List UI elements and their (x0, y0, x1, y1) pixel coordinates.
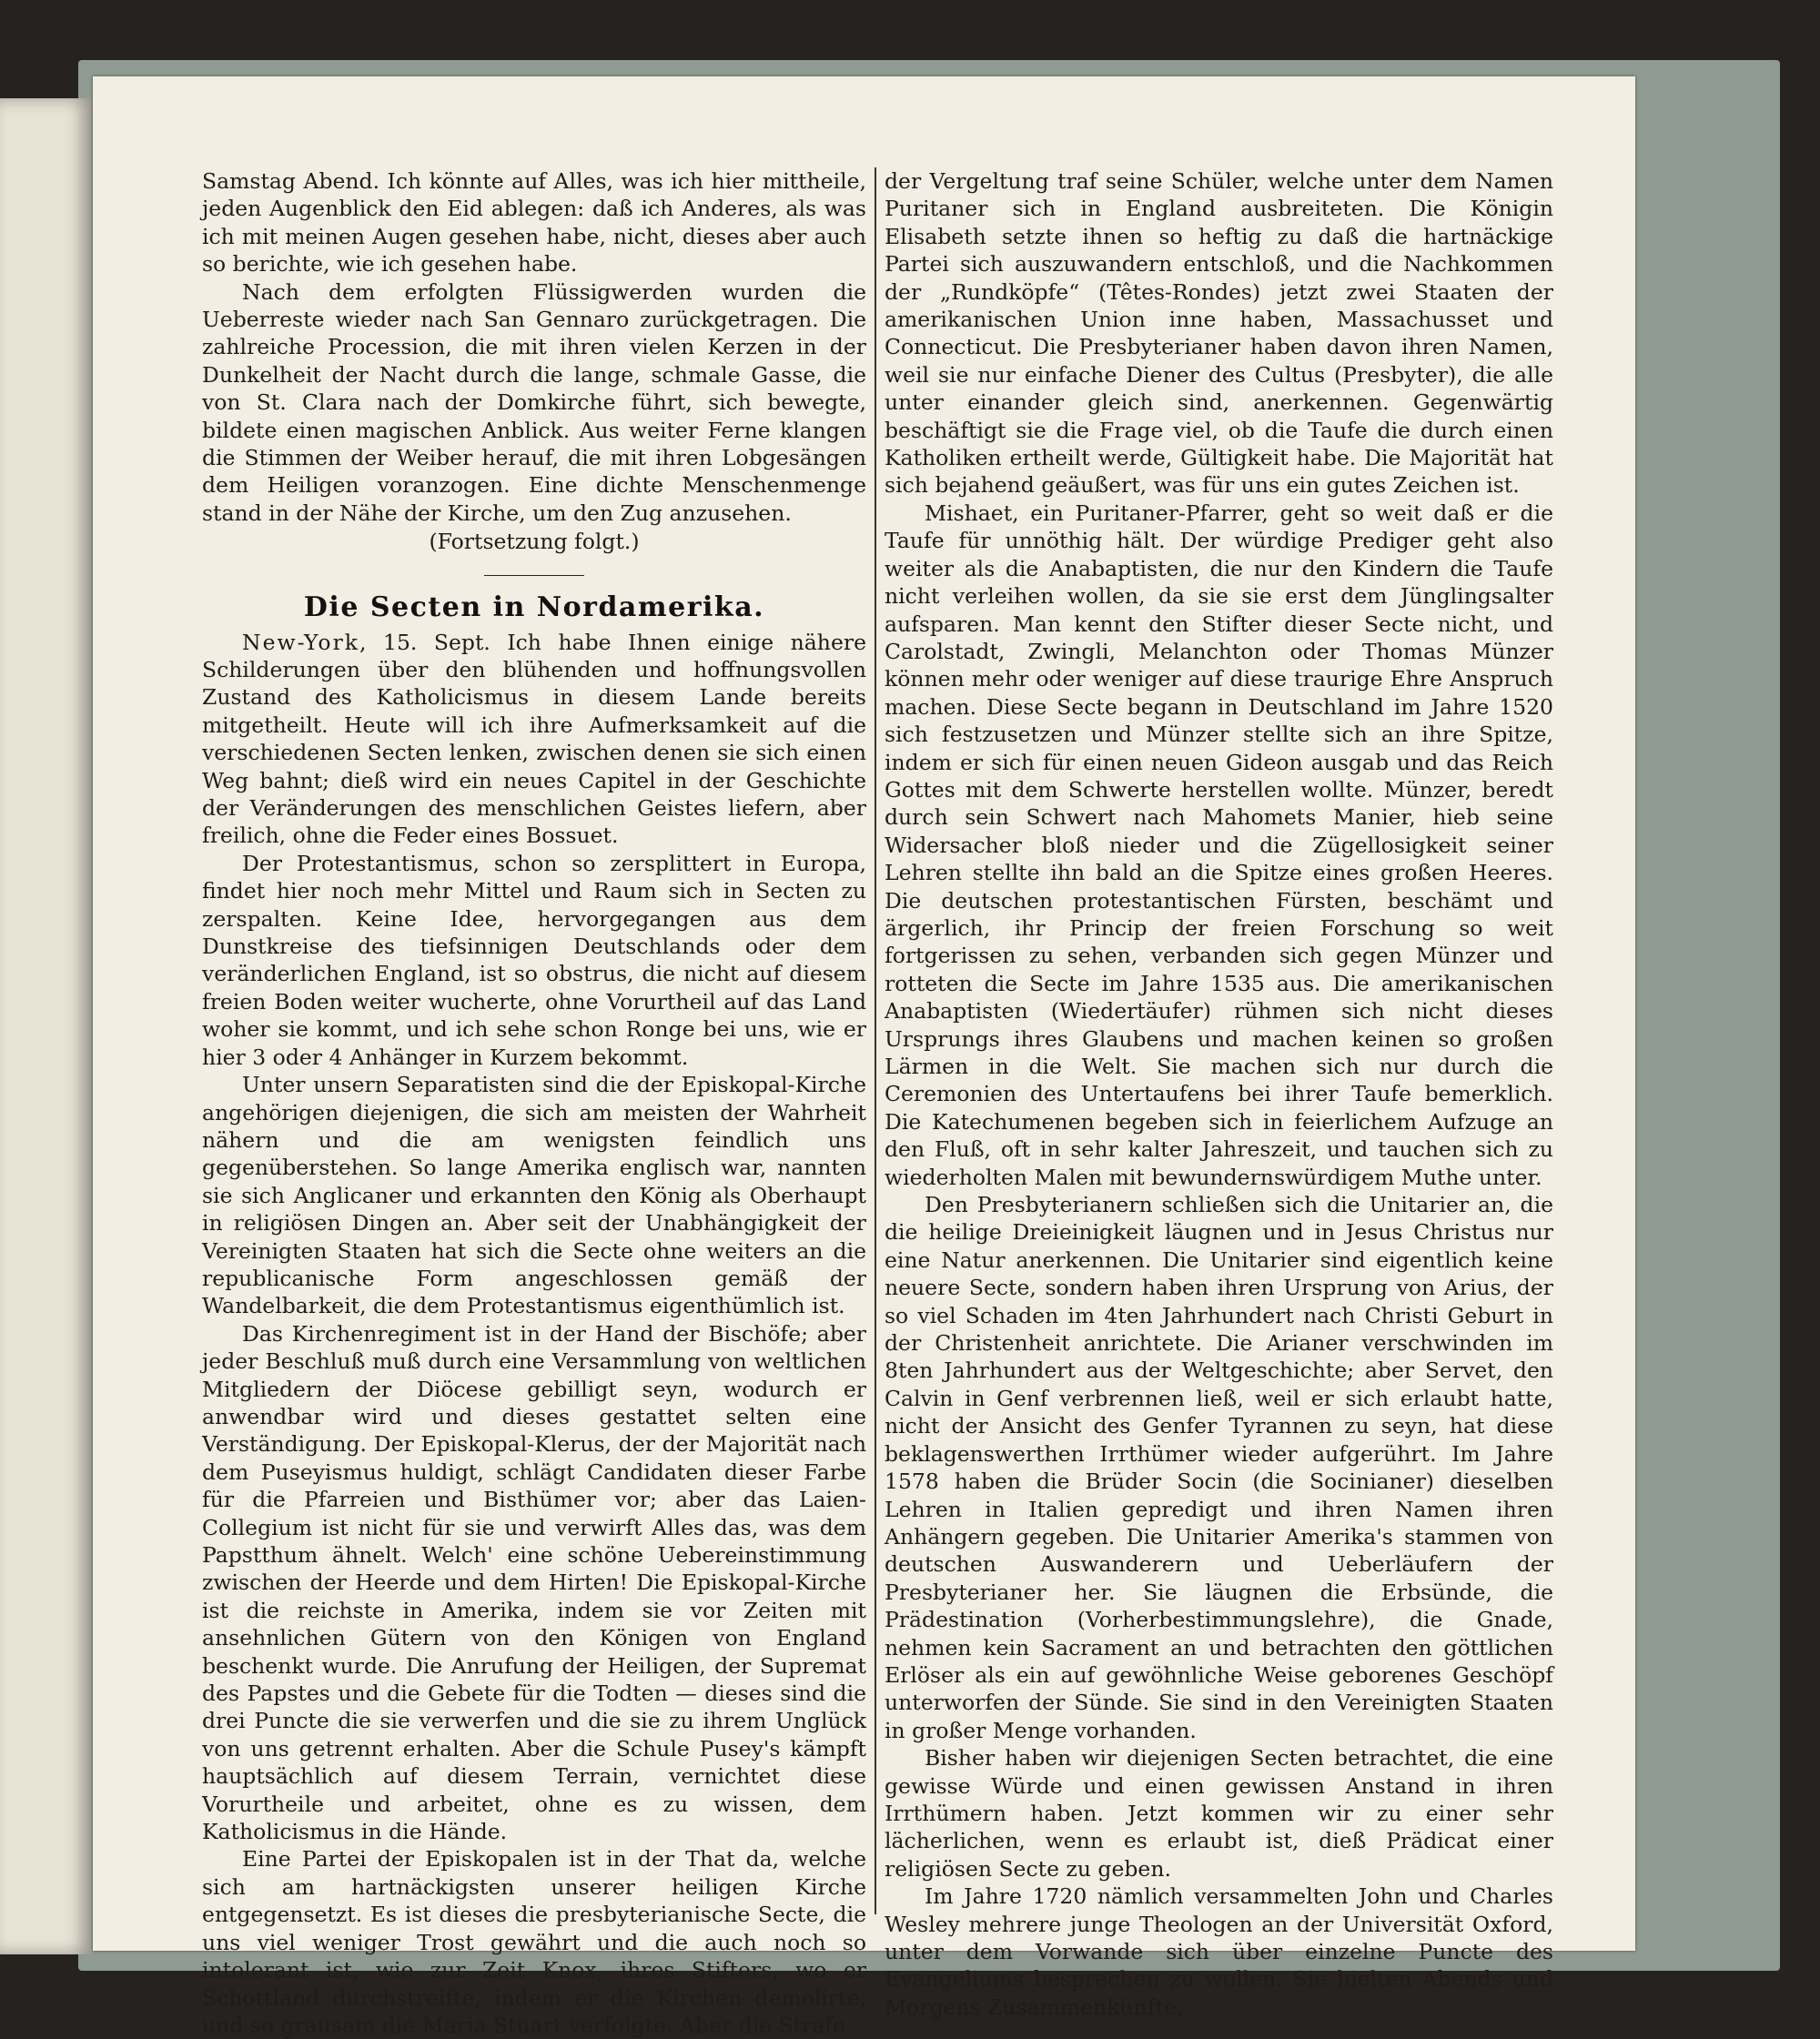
paragraph: Mishaet, ein Puritaner-Pfarrer, geht so weit daß er die Taufe für unnöthig hält. Der würdige Prediger geht also weiter als die Anabaptisten, die nur den Kindern die Taufe nicht verleihen wollen, da sie sie erst dem Jünglingsalter aufsparen. Man kennt den Stifter dieser Secte nicht, und Carolstadt, Zwingli, Melanchton oder Thomas Münzer können mehr oder weniger auf diese traurige Ehre Anspruch machen. Diese Secte begann in Deutschland im Jahre 1520 sich festzusetzen und Münzer stellte sich an ihre Spitze, indem er sich für einen neuen Gideon ausgab und das Reich Gottes mit dem Schwerte herstellen wollte. Münzer, beredt durch sein Schwert nach Mahomets Manier, hieb seine Widersacher bloß nieder und die Zügellosigkeit seiner Lehren stellte ihn bald an die Spitze eines großen Heeres. Die deutschen protestantischen Fürsten, beschämt und ärgerlich, ihr Princip der freien Forschung so weit fortgerissen zu sehen, verbanden sich gegen Münzer und rotteten die Secte im Jahre 1535 aus. Die amerikanischen Anabaptisten (Wiedertäufer) rühmen sich nicht dieses Ursprungs ihres Glaubens und machen keinen so großen Lärmen in die Welt. Sie machen sich nur durch die Ceremonien des Untertaufens bei ihrer Taufe bemerklich. Die Katechumenen begeben sich in feierlichem Aufzuge an den Fluß, oft in sehr kalter Jahreszeit, und tauchen sich zu wiederholten Malen mit bewundernswürdigem Muthe unter. (885, 500, 1553, 1190)
article-title: Die Secten in Nordamerika. (303, 591, 765, 624)
paragraph: Der Protestantismus, schon so zersplittert in Europa, findet hier noch mehr Mittel und Raum sich in Secten zu zerspalten. Keine Idee, hervorgegangen aus dem Dunstkreise des tiefsinnigen Deutschlands oder dem veränderlichen England, ist so obstrus, die nicht auf diesem freien Boden weiter wucherte, ohne Vorurtheil auf das Land woher sie kommt, und ich sehe schon Ronge bei uns, wie er hier 3 oder 4 Anhänger in Kurzem bekommt. (202, 850, 866, 1070)
newspaper-page (93, 76, 1635, 2038)
section-divider (484, 575, 584, 577)
paragraph: Bisher haben wir diejenigen Secten betrachtet, die eine gewisse Würde und einen gewissen Anstand in ihren Irrthümern haben. Jetzt kommen wir zu einer sehr lächerlichen, wenn es erlaubt ist, dieß Prädicat einer religiösen Secte zu geben. (885, 1745, 1553, 1882)
dateline-paragraph (202, 629, 866, 850)
paragraph: der Vergeltung traf seine Schüler, welche unter dem Namen Puritaner sich in England ausbreiteten. Die Königin Elisabeth setzte ihnen so heftig zu daß die hartnäckige Partei sich auszuwandern entschloß, und die Nachkommen der „Rundköpfe“ (Têtes-Rondes) jetzt zwei Staaten der amerikanischen Union inne haben, Massachusset und Connecticut. Die Presbyterianer haben davon ihren Namen, weil sie nur einfache Diener des Cultus (Presbyter), die alle unter einander gleich sind, anerkennen. Gegenwärtig beschäftigt sie die Frage viel, ob die Taufe die durch einen Katholiken ertheilt werde, Gültigkeit habe. Die Majorität hat sich bejahend geäußert, was für uns ein gutes Zeichen ist. (885, 168, 1553, 499)
left-column (202, 167, 866, 2039)
paragraph: Unter unsern Separatisten sind die der Episkopal-Kirche angehörigen diejenigen, die sich am meisten der Wahrheit nähern und die am wenigsten feindlich uns gegenüberstehen. So lange Amerika englisch war, nannten sie sich Anglicaner und erkannten den König als Oberhaupt in religiösen Dingen an. Aber seit der Unabhängigkeit der Vereinigten Staaten hat sich die Secte ohne weiters an die republicanische Form angeschlossen gemäß der Wandelbarkeit, die dem Protestantismus eigenthümlich ist. (202, 1072, 866, 1319)
column-divider (875, 167, 876, 1914)
paragraph: Nach dem erfolgten Flüssigwerden wurden die Ueberreste wieder nach San Gennaro zurückgetragen. Die zahlreiche Procession, die mit ihren vielen Kerzen in der Dunkelheit der Nacht durch die lange, schmale Gasse, die von St. Clara nach der Domkirche führt, sich bewegte, bildete einen magischen Anblick. Aus weiter Ferne klangen die Stimmen der Weiber herauf, die mit ihren Lobgesängen dem Heiligen voranzogen. Eine dichte Menschenmenge stand in der Nähe der Kirche, um den Zug anzusehen. (202, 278, 866, 526)
paragraph-text: Ich habe Ihnen einige nähere Schilderungen über den blühenden und hoffnungsvollen Zustand des Katholicismus in diesem Lande bereits mitgetheilt. Heute will ich ihre Aufmerksamkeit auf die verschiedenen Secten lenken, zwischen denen sie sich einen Weg bahnt; dieß wird ein neues Capitel in der Geschichte der Veränderungen des menschlichen Geistes liefern, aber freilich, ohne die Feder eines Bossuet. (202, 629, 866, 849)
dateline-place: New-York (242, 629, 360, 655)
facing-page-edge (0, 98, 91, 1954)
dateline-date: , 15. Sept. (359, 629, 490, 655)
paragraph: Eine Partei der Episkopalen ist in der That da, welche sich am hartnäckigsten unserer heiligen Kirche entgegensetzt. Es ist dieses die presbyterianische Secte, die uns viel weniger Trost gewährt und die auch noch so intolerant ist, wie zur Zeit Knox, ihres Stifters, wo er Schottland durchstreifte, indem er die Kirchen demolirte, und so grausam die Maria Stuart verfolgte. Aber die Strafe (202, 1846, 866, 2038)
right-column (885, 167, 1553, 2021)
continued-note: (Fortsetzung folgt.) (429, 529, 640, 555)
paragraph: Samstag Abend. Ich könnte auf Alles, was ich hier mittheile, jeden Augenblick den Eid ablegen: daß ich Anderes, als was ich mit meinen Augen gesehen habe, nicht, dieses aber auch so berichte, wie ich gesehen habe. (202, 168, 866, 278)
paragraph: Das Kirchenregiment ist in der Hand der Bischöfe; aber jeder Beschluß muß durch eine Versammlung von weltlichen Mitgliedern der Diöcese gebilligt seyn, wodurch er anwendbar wird und dieses gestattet selten eine Verständigung. Der Episkopal-Klerus, der der Majorität nach dem Puseyismus huldigt, schlägt Candidaten dieser Farbe für die Pfarreien und Bisthümer vor; aber das Laien-Collegium ist nicht für sie und verwirft Alles das, was dem Papstthum ähnelt. Welch' eine schöne Uebereinstimmung zwischen der Heerde und dem Hirten! Die Episkopal-Kirche ist die reichste in Amerika, indem sie vor Zeiten mit ansehnlichen Gütern von den Königen von England beschenkt wurde. Die Anrufung der Heiligen, der Supremat des Papstes und die Gebete für die Todten — dieses sind die drei Puncte die sie verwerfen und die sie zu ihrem Unglück von uns getrennt erhalten. Aber die Schule Pusey's kämpft hauptsächlich auf diesem Terrain, vernichtet diese Vorurtheile und arbeitet, ohne es zu wissen, dem Katholicismus in die Hände. (202, 1320, 866, 1845)
paragraph: Im Jahre 1720 nämlich versammelten John und Charles Wesley mehrere junge Theologen an der Universität Oxford, unter dem Vorwande sich über einzelne Puncte des Evangeliums besprechen zu wollen. Sie hielten Abends und Morgens Zusammenkünfte, (885, 1883, 1553, 2020)
paragraph: Den Presbyterianern schließen sich die Unitarier an, die die heilige Dreieinigkeit läugnen und in Jesus Christus nur eine Natur anerkennen. Die Unitarier sind eigentlich keine neuere Secte, sondern haben ihren Ursprung von Arius, der so viel Schaden im 4ten Jahrhundert nach Christi Geburt in der Christenheit anrichtete. Die Arianer verschwinden im 8ten Jahrhundert aus der Weltgeschichte; aber Servet, den Calvin in Genf verbrennen ließ, weil er sich erlaubt hatte, nicht der Ansicht des Genfer Tyrannen zu seyn, hat diese beklagenswerthen Irrthümer wieder aufgerührt. Im Jahre 1578 haben die Brüder Socin (die Socinianer) dieselben Lehren in Italien gepredigt und ihren Namen ihren Anhängern gegeben. Die Unitarier Amerika's stammen von deutschen Auswanderern und Ueberläufern der Presbyterianer her. Sie läugnen die Erbsünde, die Prädestination (Vorherbestimmungslehre), die Gnade, nehmen kein Sacrament an und betrachten den göttlichen Erlöser als ein auf gewöhnliche Weise geborenes Geschöpf unterworfen der Sünde. Sie sind in den Vereinigten Staaten in großer Menge vorhanden. (885, 1192, 1553, 1743)
